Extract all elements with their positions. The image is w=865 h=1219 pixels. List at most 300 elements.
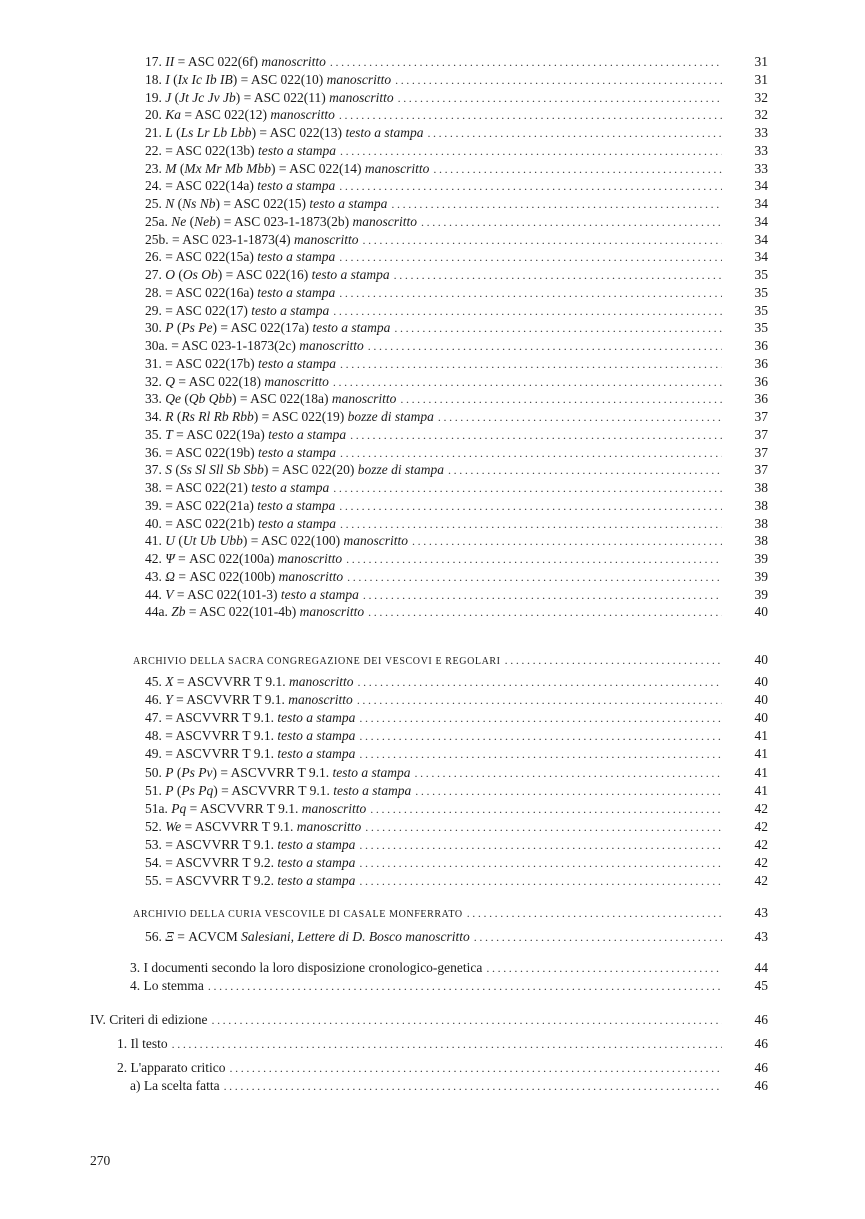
entry-part: V xyxy=(165,586,174,602)
dot-leader xyxy=(365,818,722,836)
entry-text xyxy=(130,959,486,977)
toc-entry xyxy=(145,231,768,249)
entry-page: 38 xyxy=(754,515,768,531)
dot-leader xyxy=(340,142,722,160)
toc-entry xyxy=(145,603,768,621)
entry-page: 41 xyxy=(754,728,768,744)
toc-entry xyxy=(145,124,768,142)
entry-part: = ASC 022(13b) xyxy=(165,142,258,158)
entry-number: 50. xyxy=(145,764,166,780)
entry-part: = ASC 022(6f) xyxy=(174,54,262,69)
dot-leader xyxy=(339,497,722,515)
entry-page: 34 xyxy=(754,196,768,211)
entry-text xyxy=(145,248,339,266)
entry-part: manoscritto xyxy=(331,391,397,407)
entry-page: 46 xyxy=(754,1012,768,1027)
entry-part: ) = ASC 022(19) xyxy=(253,409,348,424)
entry-page: 36 xyxy=(754,355,768,371)
entry-number: 30a. xyxy=(145,338,172,353)
entry-page: 37 xyxy=(754,444,768,460)
entry-part: manoscritto xyxy=(352,213,417,229)
entry-text xyxy=(145,550,346,568)
entry-part: L xyxy=(165,125,173,140)
entry-text xyxy=(145,302,333,320)
entry-part: Pq xyxy=(171,800,187,816)
entry-part: Ω xyxy=(165,568,176,584)
entry-text xyxy=(145,691,357,709)
entry-part: ) = ASC 022(11) xyxy=(235,89,330,105)
entry-page: 35 xyxy=(754,284,768,300)
entry-part: testo a stampa xyxy=(332,764,411,780)
entry-part: ( xyxy=(172,462,180,478)
entry-part: = ASCVVRR T 9.2. xyxy=(165,873,278,889)
entry-part: La scelta fatta xyxy=(143,1078,220,1093)
entry-page: 36 xyxy=(754,391,768,407)
entry-part: testo a stampa xyxy=(251,480,330,495)
entry-part: Il testo xyxy=(130,1036,168,1051)
entry-number: 31. xyxy=(145,355,166,371)
entry-part: = ASC 022(100b) xyxy=(175,568,279,584)
entry-number: 27. xyxy=(145,267,166,282)
entry-part: ( xyxy=(176,160,185,176)
entry-number: 1. xyxy=(117,1036,131,1051)
entry-part: testo a stampa xyxy=(277,855,356,870)
entry-part: = ASC 022(21a) xyxy=(165,497,258,513)
entry-part: T xyxy=(165,426,173,442)
entry-number: 3. xyxy=(130,960,144,975)
entry-number: IV. xyxy=(90,1012,110,1027)
entry-part: bozze di stampa xyxy=(357,462,445,478)
toc-entry xyxy=(145,727,768,745)
dot-leader xyxy=(172,1035,722,1053)
entry-part: P xyxy=(165,320,174,336)
toc-entry xyxy=(145,515,768,533)
entry-page: 38 xyxy=(754,480,768,495)
entry-part: = ASCVVRR T 9.1. xyxy=(173,674,290,689)
entry-text xyxy=(145,355,340,373)
entry-part: ( xyxy=(173,782,182,798)
entry-text xyxy=(145,266,394,284)
entry-part: Ix Ic Ib IB xyxy=(177,71,233,87)
entry-part: Ka xyxy=(165,107,182,123)
section-page: 43 xyxy=(754,905,768,920)
entry-text xyxy=(145,53,330,71)
entry-part: L'apparato critico xyxy=(130,1060,226,1075)
entry-number: 25. xyxy=(145,196,166,211)
entry-text xyxy=(145,568,347,586)
entry-text xyxy=(145,408,438,426)
entry-page: 32 xyxy=(754,89,768,105)
entry-part: testo a stampa xyxy=(257,249,336,265)
entry-page: 32 xyxy=(754,107,768,123)
entry-part: = ACVCM xyxy=(173,929,242,944)
entry-text xyxy=(145,124,427,142)
toc-chapter xyxy=(117,1059,768,1077)
entry-part: ( xyxy=(171,89,180,105)
entry-part: Ξ xyxy=(165,929,174,944)
entry-part: = ASC 022(12) xyxy=(181,107,271,123)
dot-leader xyxy=(368,603,722,621)
entry-part: U xyxy=(165,533,175,549)
entry-part: ) = ASC 023-1-1873(2b) xyxy=(215,213,353,229)
entry-part: testo a stampa xyxy=(258,355,337,371)
entry-page: 46 xyxy=(754,1060,768,1075)
entry-part: ) = ASC 022(17a) xyxy=(212,320,313,336)
entry-number: 29. xyxy=(145,302,166,318)
entry-page: 36 xyxy=(754,338,768,353)
entry-part: II xyxy=(165,54,175,69)
entry-number: 52. xyxy=(145,818,166,834)
toc-entry xyxy=(145,818,768,836)
toc-entry xyxy=(145,337,768,355)
dot-leader xyxy=(391,195,722,213)
entry-part: testo a stampa xyxy=(277,746,356,762)
dot-leader xyxy=(340,444,722,462)
toc-entry xyxy=(145,177,768,195)
entry-text xyxy=(145,818,365,836)
entry-part: manoscritto xyxy=(270,107,335,123)
entry-page: 38 xyxy=(754,533,768,549)
entry-number: 51a. xyxy=(145,800,172,816)
entry-text xyxy=(145,195,391,213)
entry-page: 31 xyxy=(754,71,768,87)
entry-number: a) xyxy=(130,1078,144,1093)
entry-part: manoscritto xyxy=(299,604,365,620)
entry-page: 43 xyxy=(754,929,768,944)
entry-text xyxy=(145,800,370,818)
entry-part: J xyxy=(165,89,172,105)
toc-entry xyxy=(145,497,768,515)
entry-page: 40 xyxy=(754,604,768,620)
entry-part: ( xyxy=(173,320,182,336)
entry-number: 49. xyxy=(145,746,166,762)
entry-part: testo a stampa xyxy=(312,320,391,336)
toc-chapter xyxy=(130,977,768,995)
entry-page: 34 xyxy=(754,249,768,265)
dot-leader xyxy=(359,836,722,854)
dot-leader xyxy=(339,177,722,195)
entry-text xyxy=(145,764,415,782)
entry-number: 24. xyxy=(145,178,166,194)
entry-part: bozze di stampa xyxy=(347,409,434,424)
entry-part: Ne xyxy=(171,213,187,229)
entry-number: 46. xyxy=(145,692,166,708)
toc-entry xyxy=(145,709,768,727)
entry-page: 40 xyxy=(754,710,768,726)
dot-leader xyxy=(333,373,722,391)
entry-part: Neb xyxy=(194,213,216,229)
dot-leader xyxy=(363,231,722,249)
entry-text xyxy=(145,745,359,763)
section-heading xyxy=(133,651,768,669)
entry-page: 39 xyxy=(754,586,768,602)
entry-part: testo a stampa xyxy=(258,444,337,460)
entry-number: 4. xyxy=(130,978,144,993)
entry-part: testo a stampa xyxy=(280,586,359,602)
entry-number: 32. xyxy=(145,373,166,389)
entry-part: ( xyxy=(172,125,181,140)
entry-text xyxy=(145,284,339,302)
entry-page: 34 xyxy=(754,213,768,229)
entry-part: ( xyxy=(175,533,183,549)
entry-part: Ut Ub Ubb xyxy=(182,533,243,549)
entry-number: 44. xyxy=(145,586,166,602)
entry-text xyxy=(145,782,415,800)
entry-part: ( xyxy=(175,267,183,282)
entry-text xyxy=(145,213,421,231)
dot-leader xyxy=(359,745,722,763)
entry-number: 47. xyxy=(145,710,166,726)
dot-leader xyxy=(368,337,722,355)
section-heading xyxy=(133,904,768,922)
toc-entry xyxy=(145,408,768,426)
entry-part: testo a stampa xyxy=(309,196,388,211)
entry-part: testo a stampa xyxy=(257,284,336,300)
dot-leader xyxy=(339,284,722,302)
entry-part: O xyxy=(165,267,175,282)
entry-text xyxy=(145,444,340,462)
entry-page: 41 xyxy=(754,764,768,780)
dot-leader xyxy=(427,124,722,142)
dot-leader xyxy=(333,302,722,320)
entry-part: Lo stemma xyxy=(143,978,204,993)
toc-entry xyxy=(145,479,768,497)
section-page: 40 xyxy=(754,652,768,667)
entry-part: manoscritto xyxy=(277,551,343,566)
entry-part: ) = ASC 022(10) xyxy=(232,71,327,87)
entry-part: = ASC 022(14a) xyxy=(165,178,258,194)
entry-text xyxy=(145,603,368,621)
entry-page: 34 xyxy=(754,178,768,194)
entry-number: 41. xyxy=(145,533,166,549)
entry-part: Ps Pv xyxy=(181,764,213,780)
toc-entry xyxy=(145,355,768,373)
entry-page: 46 xyxy=(754,1078,768,1093)
toc-entry xyxy=(145,319,768,337)
dot-leader xyxy=(359,709,722,727)
toc-entry xyxy=(145,568,768,586)
entry-page: 46 xyxy=(754,1036,768,1051)
entry-page: 42 xyxy=(754,855,768,870)
entry-page: 44 xyxy=(754,960,768,975)
entry-number: 51. xyxy=(145,782,166,798)
dot-leader xyxy=(211,1011,722,1029)
entry-part: testo a stampa xyxy=(277,728,356,744)
dot-leader xyxy=(347,568,722,586)
dot-leader xyxy=(433,160,722,178)
entry-part: testo a stampa xyxy=(311,267,390,282)
entry-part: = ASC 022(18) xyxy=(175,373,265,389)
dot-leader xyxy=(340,355,722,373)
dot-leader xyxy=(346,550,722,568)
entry-text xyxy=(145,89,398,107)
dot-leader xyxy=(350,426,722,444)
entry-part: I xyxy=(165,71,170,87)
dot-leader xyxy=(330,53,722,71)
entry-part: ( xyxy=(173,409,182,424)
entry-part: ( xyxy=(169,71,178,87)
entry-page: 33 xyxy=(754,142,768,158)
entry-number: 44a. xyxy=(145,604,172,620)
entry-page: 34 xyxy=(754,231,768,247)
entry-part: Jt Jc Jv Jb xyxy=(179,89,236,105)
dot-leader xyxy=(359,872,722,890)
entry-part: manoscritto xyxy=(364,160,430,176)
entry-text xyxy=(130,1077,224,1095)
entry-part: = ASCVVRR T 9.1. xyxy=(172,692,289,708)
entry-part: Ps Pe xyxy=(181,320,213,336)
entry-number: 39. xyxy=(145,497,166,513)
dot-leader xyxy=(358,673,722,691)
entry-text xyxy=(145,872,359,890)
toc-entry xyxy=(145,390,768,408)
entry-part: = ASC 023-1-1873(4) xyxy=(172,231,294,247)
entry-part: Ls Lr Lb Lbb xyxy=(180,125,252,140)
entry-part: ( xyxy=(173,764,182,780)
entry-number: 38. xyxy=(145,480,166,495)
entry-part: manoscritto xyxy=(264,373,329,389)
entry-part: testo a stampa xyxy=(268,426,347,442)
entry-number: 23. xyxy=(145,160,166,176)
entry-part: = ASC 022(16a) xyxy=(165,284,258,300)
entry-part: = ASC 022(19a) xyxy=(172,426,269,442)
toc-chapter xyxy=(130,959,768,977)
entry-part: testo a stampa xyxy=(257,178,336,194)
toc-entry xyxy=(145,444,768,462)
entry-number: 26. xyxy=(145,249,166,265)
toc-entry xyxy=(145,782,768,800)
toc-entry xyxy=(145,195,768,213)
entry-text xyxy=(90,1011,211,1029)
dot-leader xyxy=(398,89,722,107)
entry-page: 38 xyxy=(754,497,768,513)
entry-text xyxy=(145,390,400,408)
entry-number: 55. xyxy=(145,873,166,889)
entry-text xyxy=(145,586,363,604)
entry-part: manoscritto xyxy=(329,89,394,105)
dot-leader xyxy=(421,213,722,231)
entry-text xyxy=(145,373,333,391)
entry-page: 42 xyxy=(754,800,768,816)
entry-part: testo a stampa xyxy=(345,125,424,140)
entry-page: 39 xyxy=(754,551,768,566)
entry-part: ) = ASC 022(18a) xyxy=(232,391,332,407)
entry-part: Ns Nb xyxy=(182,196,216,211)
entry-text xyxy=(145,160,433,178)
entry-part: = ASC 022(19b) xyxy=(165,444,258,460)
entry-number: 37. xyxy=(145,462,166,478)
entry-part: manoscritto xyxy=(289,674,354,689)
toc-entry xyxy=(145,745,768,763)
entry-part: = ASCVVRR T 9.2. xyxy=(165,855,278,870)
entry-part: = ASC 022(21b) xyxy=(165,515,258,531)
dot-leader xyxy=(357,691,722,709)
entry-page: 33 xyxy=(754,125,768,140)
toc-entry xyxy=(145,248,768,266)
entry-text xyxy=(145,337,368,355)
entry-part: = ASC 022(21) xyxy=(165,480,252,495)
dot-leader xyxy=(486,959,722,977)
dot-leader xyxy=(394,266,722,284)
entry-number: 25b. xyxy=(145,231,172,247)
entry-part: Salesiani, Lettere di D. Bosco xyxy=(241,929,402,944)
dot-leader xyxy=(400,390,722,408)
entry-number: 40. xyxy=(145,515,166,531)
toc-entry xyxy=(145,764,768,782)
dot-leader xyxy=(415,782,722,800)
entry-part: Mx Mr Mb Mbb xyxy=(184,160,271,176)
entry-page: 35 xyxy=(754,267,768,282)
entry-page: 42 xyxy=(754,873,768,889)
entry-number: 48. xyxy=(145,728,166,744)
toc-entry xyxy=(145,691,768,709)
entry-text xyxy=(145,461,448,479)
entry-part: = ASC 022(17) xyxy=(165,302,252,318)
entry-number: 20. xyxy=(145,107,166,123)
toc-entry xyxy=(145,836,768,854)
entry-part: ) = ASC 022(14) xyxy=(270,160,365,176)
entry-part: M xyxy=(165,160,177,176)
entry-part: ( xyxy=(186,213,195,229)
entry-part: X xyxy=(165,674,174,689)
entry-number: 35. xyxy=(145,426,166,442)
entry-page: 42 xyxy=(754,836,768,852)
entry-part: Qe xyxy=(165,391,181,407)
entry-text xyxy=(145,497,339,515)
entry-page: 35 xyxy=(754,302,768,318)
entry-text xyxy=(145,532,412,550)
entry-part: ) = ASC 022(13) xyxy=(251,125,346,140)
entry-page: 41 xyxy=(754,782,768,798)
entry-part: manoscritto xyxy=(261,54,326,69)
entry-text xyxy=(145,673,358,691)
toc-entry xyxy=(145,532,768,550)
entry-part: = ASCVVRR T 9.1. xyxy=(181,818,297,834)
entry-part: ) = ASCVVRR T 9.1. xyxy=(212,764,333,780)
entry-part: ) = ASC 022(20) xyxy=(263,462,358,478)
entry-part: We xyxy=(165,818,182,834)
entry-number: 21. xyxy=(145,125,166,140)
entry-number: 34. xyxy=(145,409,166,424)
entry-part: Q xyxy=(165,373,175,389)
entry-number: 56. xyxy=(145,929,166,944)
toc-entry xyxy=(145,142,768,160)
entry-text xyxy=(145,479,333,497)
entry-page: 42 xyxy=(754,818,768,834)
entry-number: 53. xyxy=(145,836,166,852)
dot-leader xyxy=(415,764,722,782)
entry-part: testo a stampa xyxy=(251,302,330,318)
entry-part: testo a stampa xyxy=(277,710,356,726)
toc-entry xyxy=(145,854,768,872)
entry-part: manoscritto xyxy=(343,533,409,549)
entry-part: testo a stampa xyxy=(258,515,337,531)
entry-part: = ASC 022(101-3) xyxy=(173,586,281,602)
entry-text xyxy=(145,709,359,727)
entry-number: 33. xyxy=(145,391,166,407)
toc-entry xyxy=(145,461,768,479)
entry-text xyxy=(145,727,359,745)
entry-page: 36 xyxy=(754,373,768,389)
dot-leader xyxy=(340,515,722,533)
entry-part: Ps Pq xyxy=(181,782,214,798)
entry-part: manoscritto xyxy=(326,71,392,87)
entry-number: 2. xyxy=(117,1060,131,1075)
entry-part: testo a stampa xyxy=(257,497,336,513)
entry-number: 19. xyxy=(145,89,166,105)
entry-page: 37 xyxy=(754,409,768,424)
entry-number: 25a. xyxy=(145,213,172,229)
